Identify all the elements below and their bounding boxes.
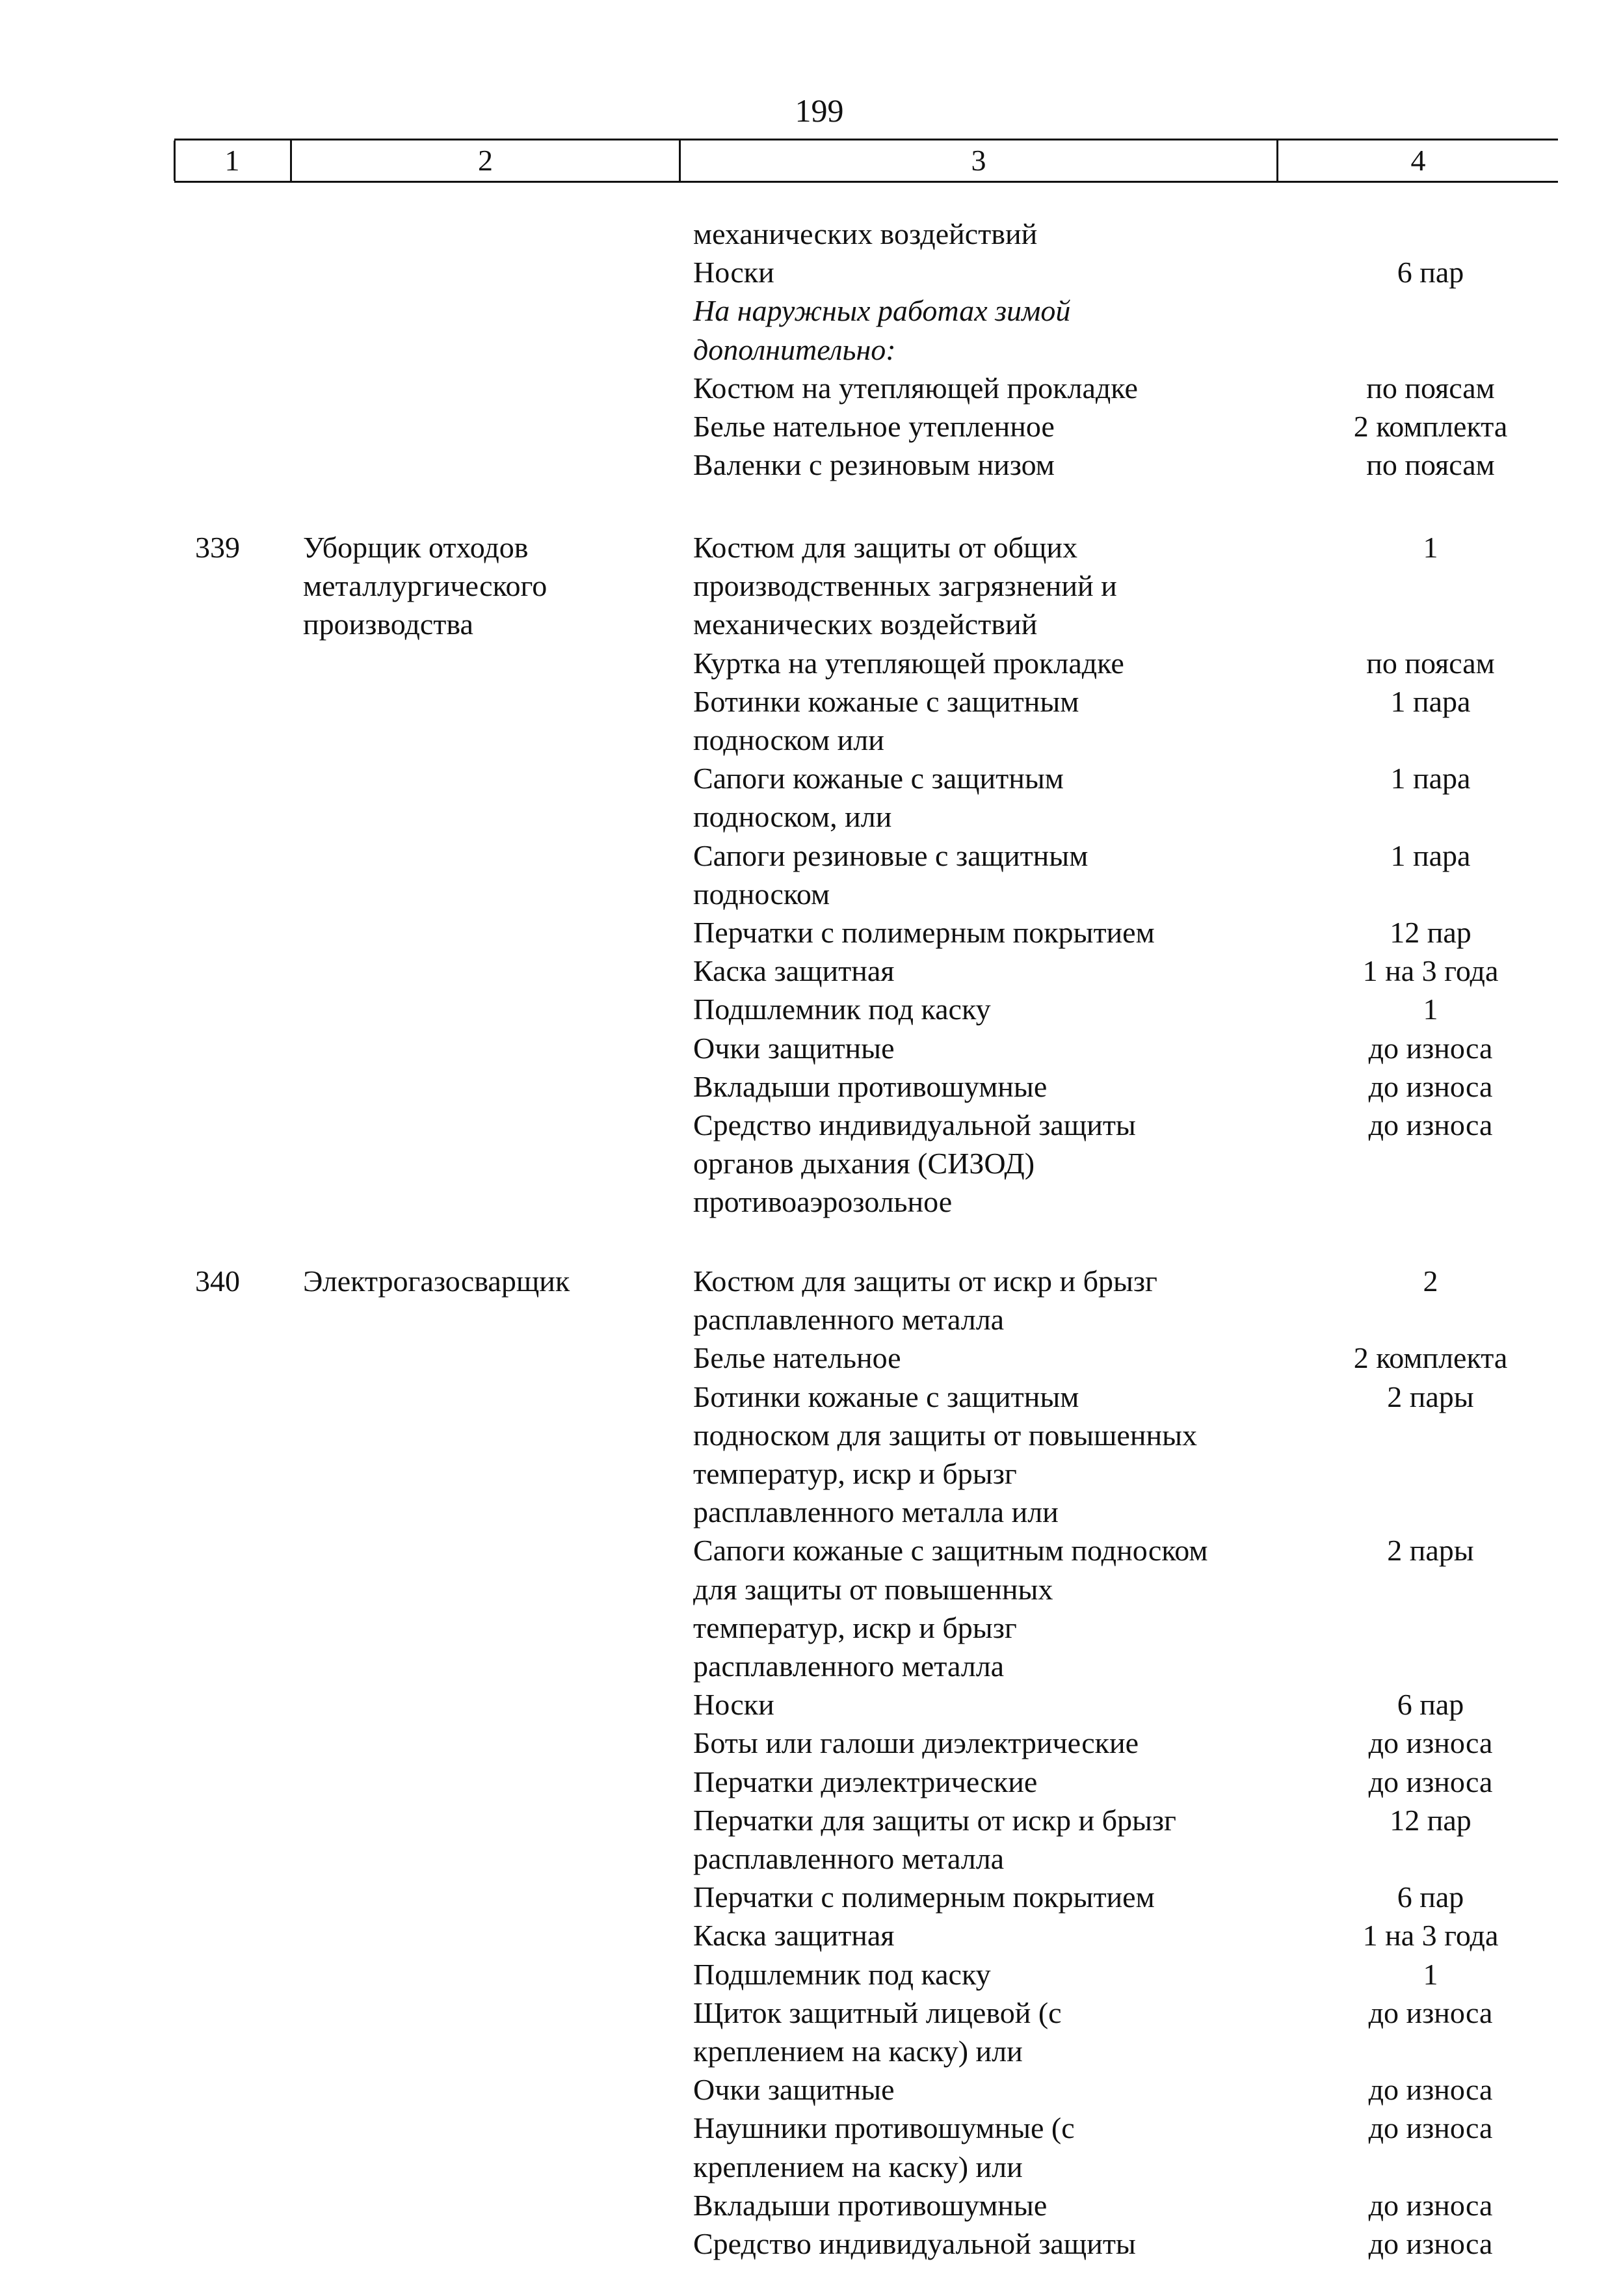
item-quantity: до износа bbox=[1368, 2188, 1493, 2222]
item-quantity: 1 bbox=[1423, 1957, 1438, 1991]
item-quantity: 2 пары bbox=[1387, 1534, 1474, 1568]
item-text: Валенки с резиновым низом bbox=[693, 448, 1055, 482]
item-text: подноском bbox=[693, 877, 830, 911]
item-text: Наушники противошумные (с bbox=[693, 2111, 1075, 2145]
item-quantity: до износа bbox=[1368, 2111, 1493, 2145]
item-quantity: до износа bbox=[1368, 1108, 1493, 1141]
item-text: дополнительно: bbox=[693, 332, 896, 366]
item-text: Перчатки с полимерным покрытием bbox=[693, 916, 1155, 949]
item-text: Перчатки для защиты от искр и брызг bbox=[693, 1803, 1176, 1837]
item-text: Сапоги кожаные с защитным подноском bbox=[693, 1534, 1208, 1568]
item-text: Белье нательное утепленное bbox=[693, 410, 1055, 443]
item-quantity: по поясам bbox=[1366, 646, 1495, 680]
item-quantity: 2 bbox=[1423, 1264, 1438, 1298]
item-text: механических воздействий bbox=[693, 217, 1038, 250]
item-text: подноском для защиты от повышенных bbox=[693, 1418, 1197, 1452]
header-col-3: 3 bbox=[971, 144, 986, 177]
item-text: Носки bbox=[693, 256, 774, 289]
item-quantity: 6 пар bbox=[1397, 256, 1464, 289]
item-text: Белье нательное bbox=[693, 1341, 901, 1375]
item-text: Куртка на утепляющей прокладке bbox=[693, 646, 1124, 680]
item-quantity: до износа bbox=[1368, 1765, 1493, 1798]
item-text: Ботинки кожаные с защитным bbox=[693, 684, 1079, 718]
item-quantity: 1 bbox=[1423, 993, 1438, 1026]
item-text: Костюм на утепляющей прокладке bbox=[693, 371, 1138, 405]
item-text: для защиты от повышенных bbox=[693, 1572, 1053, 1606]
item-text: Очки защитные bbox=[693, 2073, 895, 2107]
item-text: Вкладыши противошумные bbox=[693, 1069, 1048, 1103]
header-col-2: 2 bbox=[478, 144, 493, 177]
item-text: Подшлемник под каску bbox=[693, 993, 991, 1026]
item-quantity: 1 пара bbox=[1390, 762, 1471, 795]
item-text: Вкладыши противошумные bbox=[693, 2188, 1048, 2222]
item-text: креплением на каску) или bbox=[693, 2035, 1023, 2068]
item-text: температур, искр и брызг bbox=[693, 1610, 1017, 1644]
item-text: Сапоги резиновые с защитным bbox=[693, 838, 1089, 872]
item-quantity: 1 bbox=[1423, 531, 1438, 564]
item-text: производственных загрязнений и bbox=[693, 569, 1117, 603]
item-text: Очки защитные bbox=[693, 1031, 895, 1065]
item-quantity: 6 пар bbox=[1397, 1688, 1464, 1722]
item-quantity: до износа bbox=[1368, 1996, 1493, 2029]
item-quantity: по поясам bbox=[1366, 448, 1495, 482]
item-text: Каска защитная bbox=[693, 1919, 895, 1953]
item-text: креплением на каску) или bbox=[693, 2150, 1023, 2183]
profession-name: Электрогазосварщик bbox=[303, 1264, 570, 1298]
item-text: подноском или bbox=[693, 723, 884, 756]
item-text: противоаэрозольное bbox=[693, 1185, 953, 1219]
item-quantity: 6 пар bbox=[1397, 1880, 1464, 1914]
item-quantity: до износа bbox=[1368, 1031, 1493, 1065]
item-text: На наружных работах зимой bbox=[693, 294, 1071, 328]
item-quantity: 12 пар bbox=[1390, 1803, 1471, 1837]
item-quantity: до износа bbox=[1368, 2073, 1493, 2107]
item-text: расплавленного металла или bbox=[693, 1495, 1059, 1529]
item-text: Боты или галоши диэлектрические bbox=[693, 1726, 1139, 1760]
item-text: органов дыхания (СИЗОД) bbox=[693, 1147, 1035, 1181]
item-text: Ботинки кожаные с защитным bbox=[693, 1380, 1079, 1413]
item-text: механических воздействий bbox=[693, 607, 1038, 641]
item-quantity: до износа bbox=[1368, 1726, 1493, 1760]
item-quantity: 2 комплекта bbox=[1353, 410, 1508, 443]
item-text: Подшлемник под каску bbox=[693, 1957, 991, 1991]
item-text: Перчатки с полимерным покрытием bbox=[693, 1880, 1155, 1914]
item-quantity: 2 комплекта bbox=[1353, 1341, 1508, 1375]
profession-name: металлургического bbox=[303, 569, 548, 603]
item-text: Носки bbox=[693, 1688, 774, 1722]
item-text: Перчатки диэлектрические bbox=[693, 1765, 1038, 1798]
item-text: расплавленного металла bbox=[693, 1842, 1005, 1875]
page-number: 199 bbox=[795, 92, 844, 129]
item-quantity: 12 пар bbox=[1390, 916, 1471, 949]
item-quantity: 1 на 3 года bbox=[1362, 954, 1499, 988]
item-quantity: 2 пары bbox=[1387, 1380, 1474, 1413]
item-quantity: до износа bbox=[1368, 1069, 1493, 1103]
item-text: Средство индивидуальной защиты bbox=[693, 1108, 1136, 1141]
item-quantity: 1 на 3 года bbox=[1362, 1919, 1499, 1953]
item-text: расплавленного металла bbox=[693, 1303, 1005, 1337]
profession-name: производства bbox=[303, 607, 473, 641]
item-quantity: по поясам bbox=[1366, 371, 1495, 405]
item-text: Каска защитная bbox=[693, 954, 895, 988]
profession-name: Уборщик отходов bbox=[303, 531, 529, 564]
item-text: Щиток защитный лицевой (с bbox=[693, 1996, 1062, 2029]
item-quantity: до износа bbox=[1368, 2227, 1493, 2260]
item-text: Средство индивидуальной защиты bbox=[693, 2227, 1136, 2260]
header-col-1: 1 bbox=[224, 144, 240, 177]
table-header bbox=[174, 139, 1558, 183]
item-quantity: 1 пара bbox=[1390, 684, 1471, 718]
item-text: Сапоги кожаные с защитным bbox=[693, 762, 1064, 795]
item-text: Костюм для защиты от искр и брызг bbox=[693, 1264, 1157, 1298]
item-quantity: 1 пара bbox=[1390, 838, 1471, 872]
item-text: подноском, или bbox=[693, 800, 892, 834]
item-text: расплавленного металла bbox=[693, 1649, 1005, 1683]
entry-number: 339 bbox=[195, 531, 240, 564]
entry-number: 340 bbox=[195, 1264, 240, 1298]
item-text: Костюм для защиты от общих bbox=[693, 531, 1078, 564]
item-text: температур, искр и брызг bbox=[693, 1457, 1017, 1490]
header-col-4: 4 bbox=[1410, 144, 1426, 177]
